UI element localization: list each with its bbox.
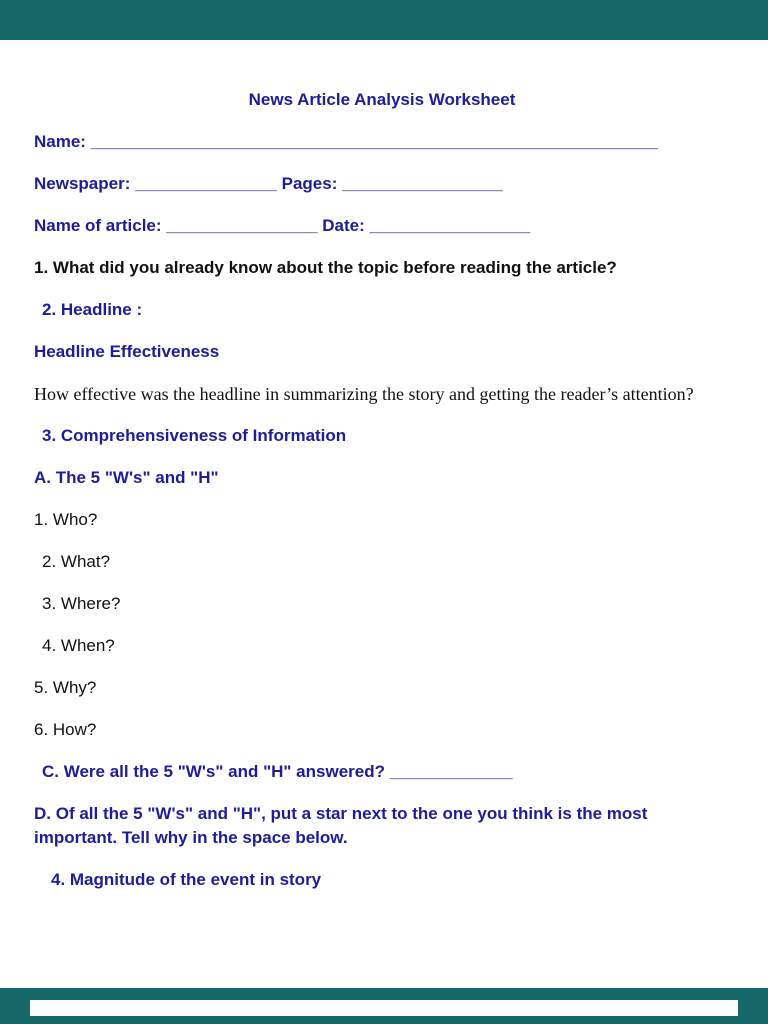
document-page [0, 40, 768, 988]
item-what: 2. What? [42, 552, 111, 571]
name-field-line: Name: ____________________________________________________________ [34, 132, 658, 151]
item-why: 5. Why? [34, 678, 97, 697]
subsection-a-5ws-and-h: A. The 5 "W's" and "H" [34, 468, 219, 487]
headline-effectiveness-heading: Headline Effectiveness [34, 342, 220, 361]
question-1-prior-knowledge: 1. What did you already know about the topic before reading the article? [34, 258, 617, 277]
headline-effectiveness-question: How effective was the headline in summarizing the story and getting the reader’s attention? [34, 384, 694, 404]
item-how: 6. How? [34, 720, 97, 739]
section-3-comprehensiveness: 3. Comprehensiveness of Information [42, 426, 347, 445]
item-who: 1. Who? [34, 510, 98, 529]
item-where: 3. Where? [42, 594, 121, 613]
newspaper-pages-line: Newspaper: _______________ Pages: _________________ [34, 174, 503, 193]
subsection-c-answered: C. Were all the 5 "W's" and "H" answered? _____________ [42, 762, 513, 781]
article-date-line: Name of article: ________________ Date: _________________ [34, 216, 531, 235]
section-4-magnitude: 4. Magnitude of the event in story [51, 870, 322, 889]
worksheet-title: News Article Analysis Worksheet [248, 90, 516, 109]
section-2-headline: 2. Headline : [42, 300, 143, 319]
item-when: 4. When? [42, 636, 115, 655]
next-page-top [30, 1000, 738, 1016]
subsection-d-star: D. Of all the 5 "W's" and "H", put a star next to the one you think is the most important. Tell why in the space below. [34, 804, 648, 847]
